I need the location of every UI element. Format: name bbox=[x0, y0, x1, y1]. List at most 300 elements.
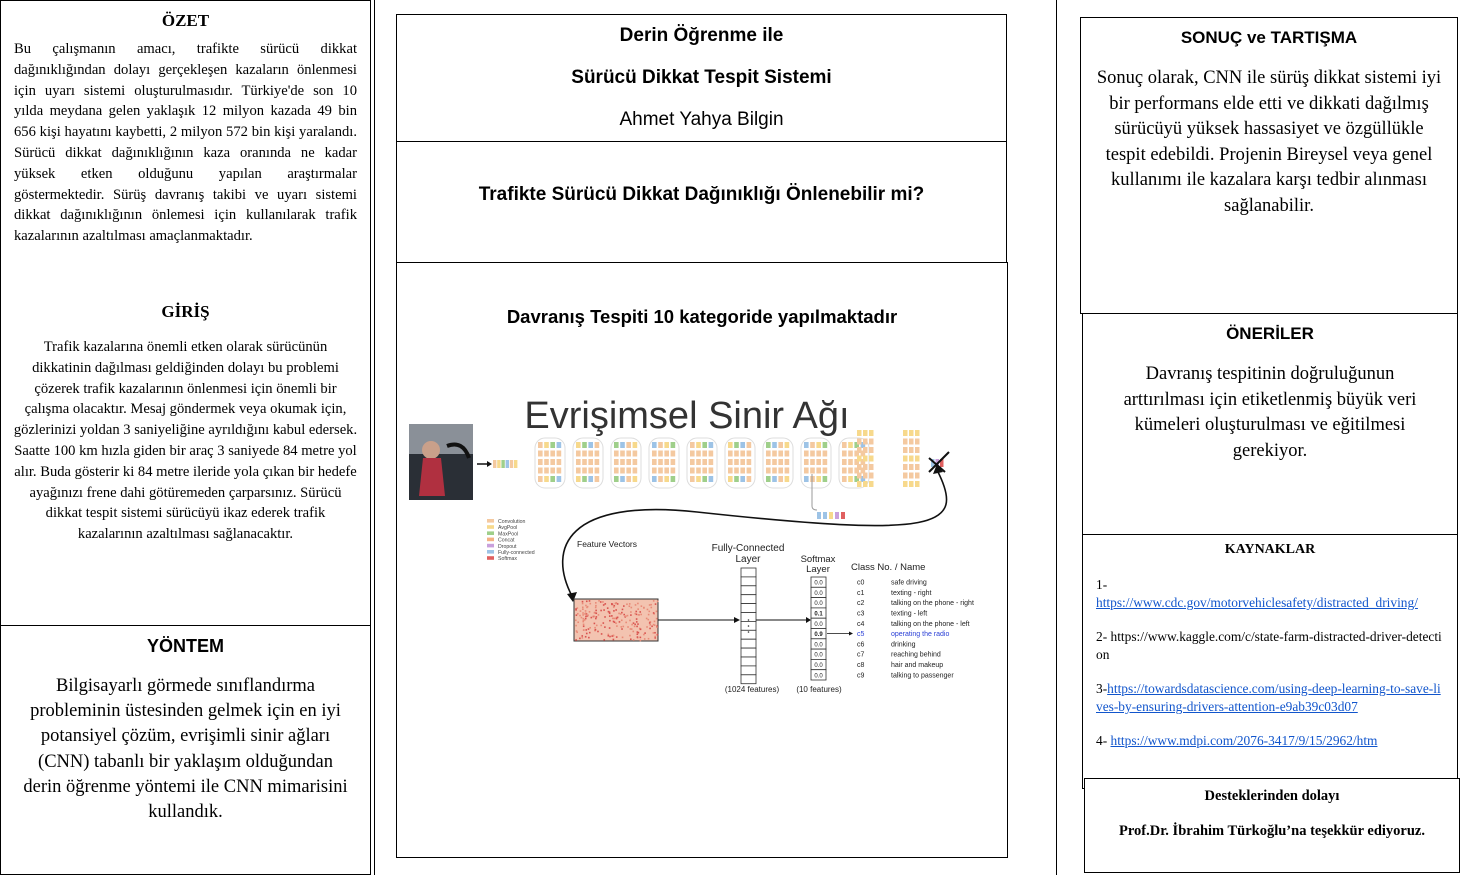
feature-speck bbox=[640, 640, 642, 642]
ozet-text: Bu çalışmanın amacı, trafikte sürücü dikkat dağınıklığından dolayı gerçekleşen kazaların önlenmesi için uyarı sistemi oluşturulmasıdır. Türkiye'de son 10 yılda meydana gelen yaklaşık 12 milyon kazada 49 bin 656 kişi hayatını kaybetti, 2 milyon 572 bin kişi yaralandı. Sürücü dikkat dağınıklığının kaza oranında ne kadar yüksek etken olduğunu yapılan araştırmalar göstermektedir. Sürüş davranış takibi ve uyarı sistemi dikkat dağınıklığının önlemesi için kullanılarak trafik kazalarının azaltılması amaçlanmaktadır. bbox=[14, 41, 357, 245]
tesekkur-section bbox=[1084, 778, 1460, 873]
layer-cell bbox=[696, 459, 701, 465]
fc-cell bbox=[741, 666, 756, 675]
feature-speck bbox=[649, 624, 651, 626]
feature-speck bbox=[596, 616, 598, 618]
layer-cell bbox=[614, 451, 619, 457]
sonuc-text: Sonuç olarak, CNN ile sürüş dikkat sistemi iyi bir performans elde etti ve dikkati dağılmış sürücüyü yüksek hassasiyet ve özgüllükle tespit edebildi. Projenin Bireysel veya genel kullanımı ile kazalara karşı tedbir alınması sağlanabilir. bbox=[1096, 68, 1442, 216]
layer-cell bbox=[538, 459, 543, 465]
poster-title-line2: Sürücü Dikkat Tespit Sistemi bbox=[571, 67, 832, 88]
layer-cell bbox=[823, 476, 828, 482]
layer-cell bbox=[785, 442, 790, 448]
layer-cell bbox=[869, 481, 874, 487]
layer-cell bbox=[747, 459, 752, 465]
softmax-label-1: Softmax bbox=[800, 554, 836, 565]
tesekkur-line1: Desteklerinden dolayı bbox=[1204, 788, 1340, 804]
author-name: Ahmet Yahya Bilgin bbox=[619, 109, 784, 130]
feature-speck bbox=[638, 614, 640, 616]
feature-speck bbox=[627, 615, 629, 617]
feature-speck bbox=[654, 636, 656, 638]
feature-speck bbox=[644, 638, 646, 640]
feature-speck bbox=[637, 633, 639, 635]
feature-speck bbox=[634, 626, 636, 628]
layer-cell bbox=[766, 451, 771, 457]
layer-cell bbox=[550, 468, 555, 474]
class-list bbox=[857, 580, 974, 680]
layer-cell bbox=[614, 476, 619, 482]
layer-cell bbox=[909, 464, 914, 470]
layer-cell bbox=[620, 459, 625, 465]
layer-cell bbox=[595, 442, 600, 448]
feature-speck bbox=[600, 625, 602, 627]
layer-cell bbox=[664, 442, 669, 448]
feature-speck bbox=[583, 624, 585, 626]
layer-cell bbox=[595, 476, 600, 482]
layer-cell bbox=[633, 442, 638, 448]
layer-cell bbox=[823, 459, 828, 465]
softmax-value: 0.9 bbox=[814, 632, 823, 639]
class-id: c9 bbox=[857, 672, 865, 680]
layer-cell bbox=[816, 442, 821, 448]
feature-speck bbox=[576, 614, 578, 616]
feature-speck bbox=[595, 612, 597, 614]
layer-cell bbox=[550, 459, 555, 465]
layer-cell bbox=[633, 459, 638, 465]
layer-cell bbox=[772, 442, 777, 448]
legend-swatch bbox=[487, 538, 494, 542]
layer-cell bbox=[740, 476, 745, 482]
kaynaklar-title: KAYNAKLAR bbox=[1224, 542, 1316, 557]
feature-speck bbox=[594, 612, 596, 614]
layer-cell bbox=[869, 473, 874, 479]
class-name: hair and makeup bbox=[891, 662, 944, 669]
fc-cell bbox=[741, 639, 756, 648]
feature-speck bbox=[585, 616, 587, 618]
feature-speck bbox=[638, 632, 640, 634]
question-box bbox=[396, 141, 1007, 263]
layer-cell bbox=[626, 451, 631, 457]
layer-cell bbox=[671, 468, 676, 474]
layer-cell bbox=[766, 468, 771, 474]
feature-speck bbox=[637, 636, 639, 638]
fc-cell bbox=[741, 595, 756, 604]
layer-cell bbox=[633, 476, 638, 482]
class-id: c6 bbox=[857, 641, 865, 649]
layer-cell bbox=[863, 464, 868, 470]
class-name: talking to passenger bbox=[891, 672, 954, 680]
layer-cell bbox=[734, 459, 739, 465]
reference-4 bbox=[1083, 716, 1457, 750]
layer-cell bbox=[734, 468, 739, 474]
layer-cell bbox=[620, 468, 625, 474]
layer-cell bbox=[848, 468, 853, 474]
stem-layer-cell bbox=[510, 460, 513, 468]
class-id: c0 bbox=[857, 579, 865, 587]
layer-cell bbox=[915, 464, 920, 470]
feature-speck bbox=[575, 609, 577, 611]
feature-speck bbox=[588, 637, 590, 639]
layer-cell bbox=[588, 476, 593, 482]
layer-cell bbox=[709, 476, 714, 482]
layer-cell bbox=[842, 476, 847, 482]
feature-speck bbox=[597, 631, 599, 633]
softmax-cells bbox=[811, 577, 853, 680]
layer-cell bbox=[690, 451, 695, 457]
layer-cell bbox=[915, 473, 920, 479]
feature-speck bbox=[595, 610, 597, 612]
feature-speck bbox=[639, 611, 641, 613]
feature-speck bbox=[617, 603, 619, 605]
feature-speck bbox=[582, 607, 584, 609]
feature-speck bbox=[653, 624, 655, 626]
layer-cell bbox=[823, 451, 828, 457]
feature-speck bbox=[583, 620, 585, 622]
layer-cell bbox=[652, 468, 657, 474]
layer-cell bbox=[620, 442, 625, 448]
legend-swatch bbox=[487, 544, 494, 548]
layer-cell bbox=[785, 459, 790, 465]
feature-speck bbox=[598, 600, 600, 602]
fc-layer-cells bbox=[741, 568, 811, 684]
feature-speck bbox=[654, 632, 656, 634]
reference-1 bbox=[1083, 558, 1457, 612]
layer-cell bbox=[696, 442, 701, 448]
layer-cell bbox=[544, 476, 549, 482]
layer-cell bbox=[550, 476, 555, 482]
feature-speck bbox=[604, 603, 606, 605]
oneriler-section bbox=[1082, 313, 1458, 535]
feature-speck bbox=[646, 618, 648, 620]
reference-1-prefix: 1- bbox=[1096, 577, 1108, 592]
layer-cell bbox=[658, 459, 663, 465]
prediction-arrowhead bbox=[849, 632, 853, 636]
class-id: c8 bbox=[857, 662, 865, 669]
softmax-label-2: Layer bbox=[806, 564, 830, 575]
layer-cell bbox=[576, 451, 581, 457]
layer-cell bbox=[903, 456, 908, 462]
diagram-title: Evrişimsel Sinir Ağı bbox=[524, 395, 850, 437]
feature-speck bbox=[582, 637, 584, 639]
reference-4-link[interactable]: https://www.mdpi.com/2076-3417/9/15/2962/htm bbox=[1110, 733, 1378, 748]
giris-text: Trafik kazalarına önemli etken olarak sürücünün dikkatinin dağılması geldiğinden dolayı bu problemi çözerek trafik kazalarının önlenmesi için önemli bir çalışma olacaktır. Mesaj göndermek veya okumak için, gözlerinizi yoldan 3 saniyeliğine ayrıldığını kabul edersek. Saatte 100 km hızla giden bir araç 3 saniyede 84 metre yol alır. Buda gösterir ki 84 metre ileride yola çıkan bir hedefe ayağınızı frene dahi götüremeden çarparsınız. Sürücü dikkat tespit sistemi sürücüyü ikaz ederek trafik kazalarının azaltılması sağlanacaktır. bbox=[13, 339, 358, 543]
feature-speck bbox=[575, 625, 577, 627]
feature-speck bbox=[583, 629, 585, 631]
class-name: texting - left bbox=[891, 610, 928, 618]
feature-speck bbox=[613, 618, 615, 620]
feature-speck bbox=[630, 614, 632, 616]
feature-speck bbox=[620, 613, 622, 615]
feature-speck bbox=[582, 612, 584, 614]
feature-speck bbox=[653, 632, 655, 634]
layer-cell bbox=[557, 468, 562, 474]
layer-cell bbox=[728, 442, 733, 448]
feature-speck bbox=[637, 608, 639, 610]
feature-speck bbox=[643, 607, 645, 609]
feature-speck bbox=[621, 628, 623, 630]
feature-speck bbox=[575, 639, 577, 641]
layer-cell bbox=[863, 456, 868, 462]
feature-speck bbox=[585, 612, 587, 614]
legend-label: Softmax bbox=[498, 556, 518, 563]
layer-cell bbox=[863, 439, 868, 445]
feature-speck bbox=[656, 618, 658, 620]
layer-cell bbox=[810, 442, 815, 448]
cnn-architecture-diagram bbox=[397, 388, 1007, 718]
layer-cell bbox=[620, 451, 625, 457]
feature-speck bbox=[653, 600, 655, 602]
layer-cell bbox=[915, 481, 920, 487]
reference-1-link[interactable]: https://www.cdc.gov/motorvehiclesafety/distracted_driving/ bbox=[1096, 595, 1418, 610]
layer-cell bbox=[595, 468, 600, 474]
layer-cell bbox=[595, 459, 600, 465]
feature-speck bbox=[577, 613, 579, 615]
layer-cell bbox=[671, 451, 676, 457]
layer-cell bbox=[614, 442, 619, 448]
stem-layer-cell bbox=[514, 460, 517, 468]
layer-cell bbox=[804, 442, 809, 448]
sonuc-section bbox=[1080, 17, 1458, 314]
layer-cell bbox=[626, 468, 631, 474]
layer-cell bbox=[702, 476, 707, 482]
feature-speck bbox=[593, 616, 595, 618]
class-id: c1 bbox=[857, 589, 865, 597]
layer-cell bbox=[747, 442, 752, 448]
feature-speck bbox=[585, 610, 587, 612]
legend-label: Dropout bbox=[498, 543, 517, 550]
feature-speck bbox=[585, 629, 587, 631]
feature-speck bbox=[595, 607, 597, 609]
class-name: talking on the phone - right bbox=[891, 600, 974, 608]
layer-cell bbox=[909, 430, 914, 436]
feature-speck bbox=[590, 603, 592, 605]
feature-speck bbox=[637, 623, 639, 625]
feature-speck bbox=[582, 614, 584, 616]
fc-cell bbox=[741, 577, 756, 586]
feature-speck bbox=[647, 609, 649, 611]
feature-speck bbox=[585, 636, 587, 638]
layer-cell bbox=[848, 476, 853, 482]
layer-cell bbox=[588, 468, 593, 474]
layer-cell bbox=[848, 451, 853, 457]
layer-cell bbox=[903, 473, 908, 479]
layer-cell bbox=[576, 459, 581, 465]
reference-4-prefix: 4- bbox=[1096, 733, 1108, 748]
feature-speck bbox=[581, 617, 583, 619]
layer-cell bbox=[857, 447, 862, 453]
legend-swatch bbox=[487, 550, 494, 554]
layer-cell bbox=[576, 476, 581, 482]
feature-speck bbox=[582, 601, 584, 603]
layer-cell bbox=[582, 468, 587, 474]
feature-speck bbox=[586, 633, 588, 635]
feature-speck bbox=[595, 602, 597, 604]
softmax-value: 0.0 bbox=[814, 652, 823, 659]
stem-layer-cell bbox=[497, 460, 500, 468]
stem-layer-cell bbox=[493, 460, 496, 468]
feature-speck bbox=[604, 616, 606, 618]
layer-cell bbox=[538, 476, 543, 482]
feature-speck bbox=[621, 626, 623, 628]
feature-speck bbox=[616, 636, 618, 638]
feature-speck bbox=[595, 629, 597, 631]
layer-cell bbox=[557, 476, 562, 482]
feature-speck bbox=[617, 617, 619, 619]
layer-cell bbox=[804, 468, 809, 474]
feature-speck bbox=[576, 631, 578, 633]
layer-cell bbox=[810, 451, 815, 457]
layer-cell bbox=[709, 442, 714, 448]
reference-3-link[interactable]: https://towardsdatascience.com/using-deep-learning-to-save-lives-by-ensuring-drivers-attention-e9ab39c03d07 bbox=[1096, 681, 1441, 714]
layer-cell bbox=[652, 442, 657, 448]
layer-cell bbox=[626, 442, 631, 448]
feature-speck bbox=[631, 607, 633, 609]
layer-cell bbox=[550, 442, 555, 448]
layer-cell bbox=[582, 476, 587, 482]
layer-cell bbox=[857, 456, 862, 462]
layer-cell bbox=[671, 442, 676, 448]
layer-cell bbox=[915, 447, 920, 453]
layer-cell bbox=[696, 476, 701, 482]
feature-speck bbox=[616, 625, 618, 627]
legend-swatch bbox=[487, 525, 494, 529]
stem-layer-cell bbox=[506, 460, 509, 468]
feature-speck bbox=[630, 628, 632, 630]
feature-speck bbox=[612, 618, 614, 620]
legend-label: Fully-connected bbox=[498, 550, 535, 556]
giris-section bbox=[0, 293, 371, 626]
feature-speck bbox=[635, 604, 637, 606]
class-name: drinking bbox=[891, 641, 916, 649]
softmax-value: 0.0 bbox=[814, 601, 823, 608]
feature-speck bbox=[582, 608, 584, 610]
layer-cell bbox=[869, 439, 874, 445]
class-name: talking on the phone - left bbox=[891, 620, 970, 628]
layer-cell bbox=[709, 459, 714, 465]
feature-speck bbox=[598, 614, 600, 616]
diagram-subtitle: Davranış Tespiti 10 kategoride yapılmaktadır bbox=[506, 306, 898, 327]
feature-speck bbox=[589, 600, 591, 602]
softmax-value: 0.0 bbox=[814, 590, 823, 597]
yontem-text: Bilgisayarlı görmede sınıflandırma probleminin üstesinden gelmek için en iyi potansiyel çözüm, evrişimli sinir ağları (CNN) tabanlı bir yaklaşım olduğundan derin öğrenme yöntemi ile CNN mimarisini kullandık. bbox=[23, 676, 348, 823]
feature-speck bbox=[630, 611, 632, 613]
layer-cell bbox=[652, 451, 657, 457]
column-divider-right bbox=[1056, 0, 1057, 875]
feature-speck bbox=[654, 621, 656, 623]
feature-speck bbox=[603, 639, 605, 641]
layer-cell bbox=[804, 451, 809, 457]
feature-speck bbox=[650, 607, 652, 609]
softmax-value: 0.0 bbox=[814, 673, 823, 680]
layer-cell bbox=[810, 468, 815, 474]
layer-cell bbox=[633, 451, 638, 457]
layer-cell bbox=[747, 451, 752, 457]
feature-speck bbox=[629, 605, 631, 607]
softmax-value: 0.1 bbox=[814, 611, 823, 618]
class-name: texting - right bbox=[891, 589, 932, 597]
fc-cell bbox=[741, 604, 756, 613]
layer-cell bbox=[766, 459, 771, 465]
layer-cell bbox=[772, 468, 777, 474]
layer-cell bbox=[690, 468, 695, 474]
layer-cell bbox=[544, 442, 549, 448]
feature-speck bbox=[625, 615, 627, 617]
oneriler-text: Davranış tespitinin doğruluğunun arttırılması için etiketlenmiş büyük veri kümeleri oluşturulması ve eğitilmesi gerekiyor. bbox=[1123, 364, 1417, 461]
giris-title: GİRİŞ bbox=[161, 302, 210, 321]
feature-speck bbox=[637, 603, 639, 605]
feature-speck bbox=[595, 605, 597, 607]
feature-speck bbox=[609, 612, 611, 614]
reference-2: 2- https://www.kaggle.com/c/state-farm-distracted-driver-detection bbox=[1096, 629, 1442, 662]
fc-cell bbox=[741, 648, 756, 657]
layer-cell bbox=[557, 451, 562, 457]
feature-speck bbox=[609, 636, 611, 638]
layer-cell bbox=[842, 468, 847, 474]
layer-cell bbox=[869, 464, 874, 470]
layer-cell bbox=[842, 459, 847, 465]
layer-cell bbox=[709, 451, 714, 457]
class-name: operating the radio bbox=[891, 631, 950, 639]
feature-speck bbox=[631, 624, 633, 626]
feature-speck bbox=[611, 603, 613, 605]
feature-speck bbox=[613, 610, 615, 612]
layer-cell bbox=[595, 451, 600, 457]
layer-cell bbox=[652, 476, 657, 482]
feature-speck bbox=[634, 624, 636, 626]
layer-legend bbox=[487, 519, 535, 562]
layer-cell bbox=[909, 473, 914, 479]
fc-cell bbox=[741, 568, 756, 577]
fc-layer-label-2: Layer bbox=[735, 554, 761, 565]
feature-speck bbox=[580, 610, 582, 612]
feature-speck bbox=[622, 626, 624, 628]
layer-cell bbox=[588, 451, 593, 457]
feature-speck bbox=[613, 639, 615, 641]
fc-ellipsis-dot bbox=[748, 631, 750, 633]
layer-cell bbox=[557, 442, 562, 448]
layer-cell bbox=[915, 456, 920, 462]
feature-speck bbox=[594, 623, 596, 625]
layer-cell bbox=[747, 468, 752, 474]
feature-speck bbox=[588, 628, 590, 630]
layer-cell bbox=[863, 481, 868, 487]
layer-cell bbox=[690, 442, 695, 448]
layer-cell bbox=[588, 442, 593, 448]
layer-cell bbox=[582, 442, 587, 448]
layer-cell bbox=[709, 468, 714, 474]
layer-cell bbox=[582, 451, 587, 457]
layer-cell bbox=[766, 476, 771, 482]
fc-ellipsis-dot bbox=[748, 619, 750, 621]
layer-cell bbox=[842, 442, 847, 448]
layer-cell bbox=[544, 451, 549, 457]
layer-cell bbox=[538, 442, 543, 448]
feature-speck bbox=[583, 625, 585, 627]
kaynaklar-section bbox=[1082, 534, 1458, 789]
layer-cell bbox=[658, 451, 663, 457]
class-name: safe driving bbox=[891, 579, 927, 587]
layer-cell bbox=[544, 459, 549, 465]
layer-cell bbox=[633, 468, 638, 474]
layer-cell bbox=[557, 459, 562, 465]
fc-cell bbox=[741, 657, 756, 666]
feature-speck bbox=[626, 603, 628, 605]
layer-cell bbox=[626, 459, 631, 465]
layer-cell bbox=[544, 468, 549, 474]
layer-cell bbox=[734, 442, 739, 448]
feature-speck bbox=[633, 639, 635, 641]
feature-speck bbox=[651, 625, 653, 627]
sonuc-title: SONUÇ ve TARTIŞMA bbox=[1180, 28, 1358, 47]
